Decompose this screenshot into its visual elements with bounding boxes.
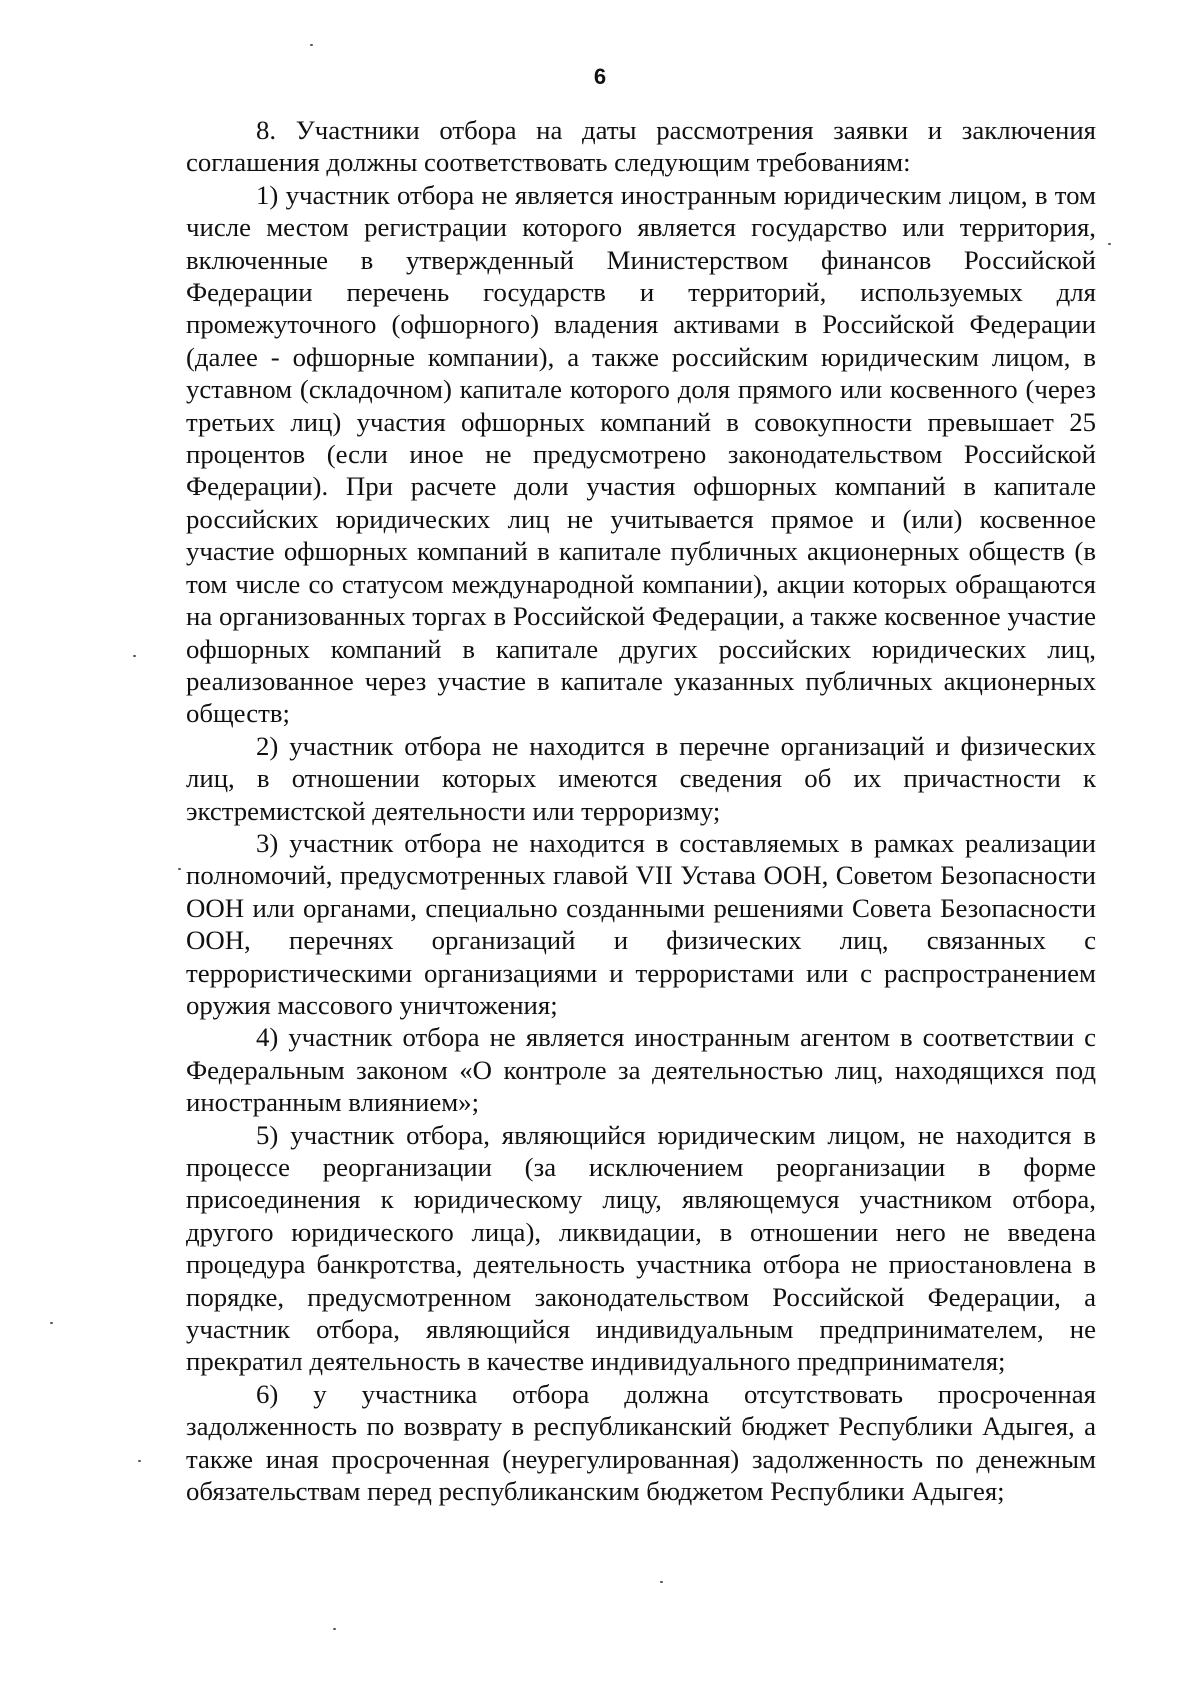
- scan-speck: [133, 655, 136, 657]
- paragraph-item-2: 2) участник отбора не находится в перечне организаций и физических лиц, в отношении которых имеются сведения об их причастности к экстремистской деятельности или терроризму;: [186, 730, 1096, 826]
- scan-speck: [138, 1460, 141, 1462]
- scan-speck: [333, 1628, 336, 1630]
- paragraph-requirements-intro: 8. Участники отбора на даты рассмотрения заявки и заключения соглашения должны соответствовать следующим требованиям:: [186, 115, 1096, 178]
- document-body: [186, 114, 1096, 1507]
- scan-speck: [310, 44, 313, 46]
- paragraph-item-1: 1) участник отбора не является иностранным юридическим лицом, в том числе местом регистрации которого является государство или территория, включенные в утвержденный Министерством финансов Российской Федерации перечень государств и территорий, используемых для промежуточного (офшорного) владения активами в Российской Федерации (далее - офшорные компании), а также российским юридическим лицом, в уставном (складочном) капитале которого доля прямого или косвенного (через третьих лиц) участия офшорных компаний в совокупности превышает 25 процентов (если иное не предусмотрено законодательством Российской Федерации). При расчете доли участия офшорных компаний в капитале российских юридических лиц не учитывается прямое и (или) косвенное участие офшорных компаний в капитале публичных акционерных обществ (в том числе со статусом международной компании), акции которых обращаются на организованных торгах в Российской Федерации, а также косвенное участие офшорных компаний в капитале других российских юридических лиц, реализованное через участие в капитале указанных публичных акционерных обществ;: [186, 179, 1096, 729]
- scan-speck: [178, 868, 181, 870]
- paragraph-item-5: 5) участник отбора, являющийся юридическим лицом, не находится в процессе реорганизации (за исключением реорганизации в форме присоединения к юридическому лицу, являющемуся участником отбора, другого юридического лица), ликвидации, в отношении него не введена процедура банкротства, деятельность участника отбора не приостановлена в порядке, предусмотренном законодательством Российской Федерации, а участник отбора, являющийся индивидуальным предпринимателем, не прекратил деятельность в качестве индивидуального предпринимателя;: [186, 1119, 1096, 1377]
- paragraph-item-3: 3) участник отбора не находится в составляемых в рамках реализации полномочий, предусмотренных главой VII Устава ООН, Советом Безопасности ООН или органами, специально созданными решениями Совета Безопасности ООН, перечнях организаций и физических лиц, связанных с террористическими организациями и террористами или с распространением оружия массового уничтожения;: [186, 827, 1096, 1020]
- scan-speck: [50, 1322, 53, 1324]
- paragraph-item-6: 6) у участника отбора должна отсутствовать просроченная задолженность по возврату в республиканский бюджет Республики Адыгея, а также иная просроченная (неурегулированная) задолженность по денежным обязательствам перед республиканским бюджетом Республики Адыгея;: [186, 1378, 1096, 1507]
- scan-speck: [660, 1581, 663, 1583]
- page-number: 6: [593, 64, 607, 89]
- paragraph-item-4: 4) участник отбора не является иностранным агентом в соответствии с Федеральным законом «О контроле за деятельностью лиц, находящихся под иностранным влиянием»;: [186, 1022, 1096, 1118]
- scan-speck: [1108, 243, 1111, 245]
